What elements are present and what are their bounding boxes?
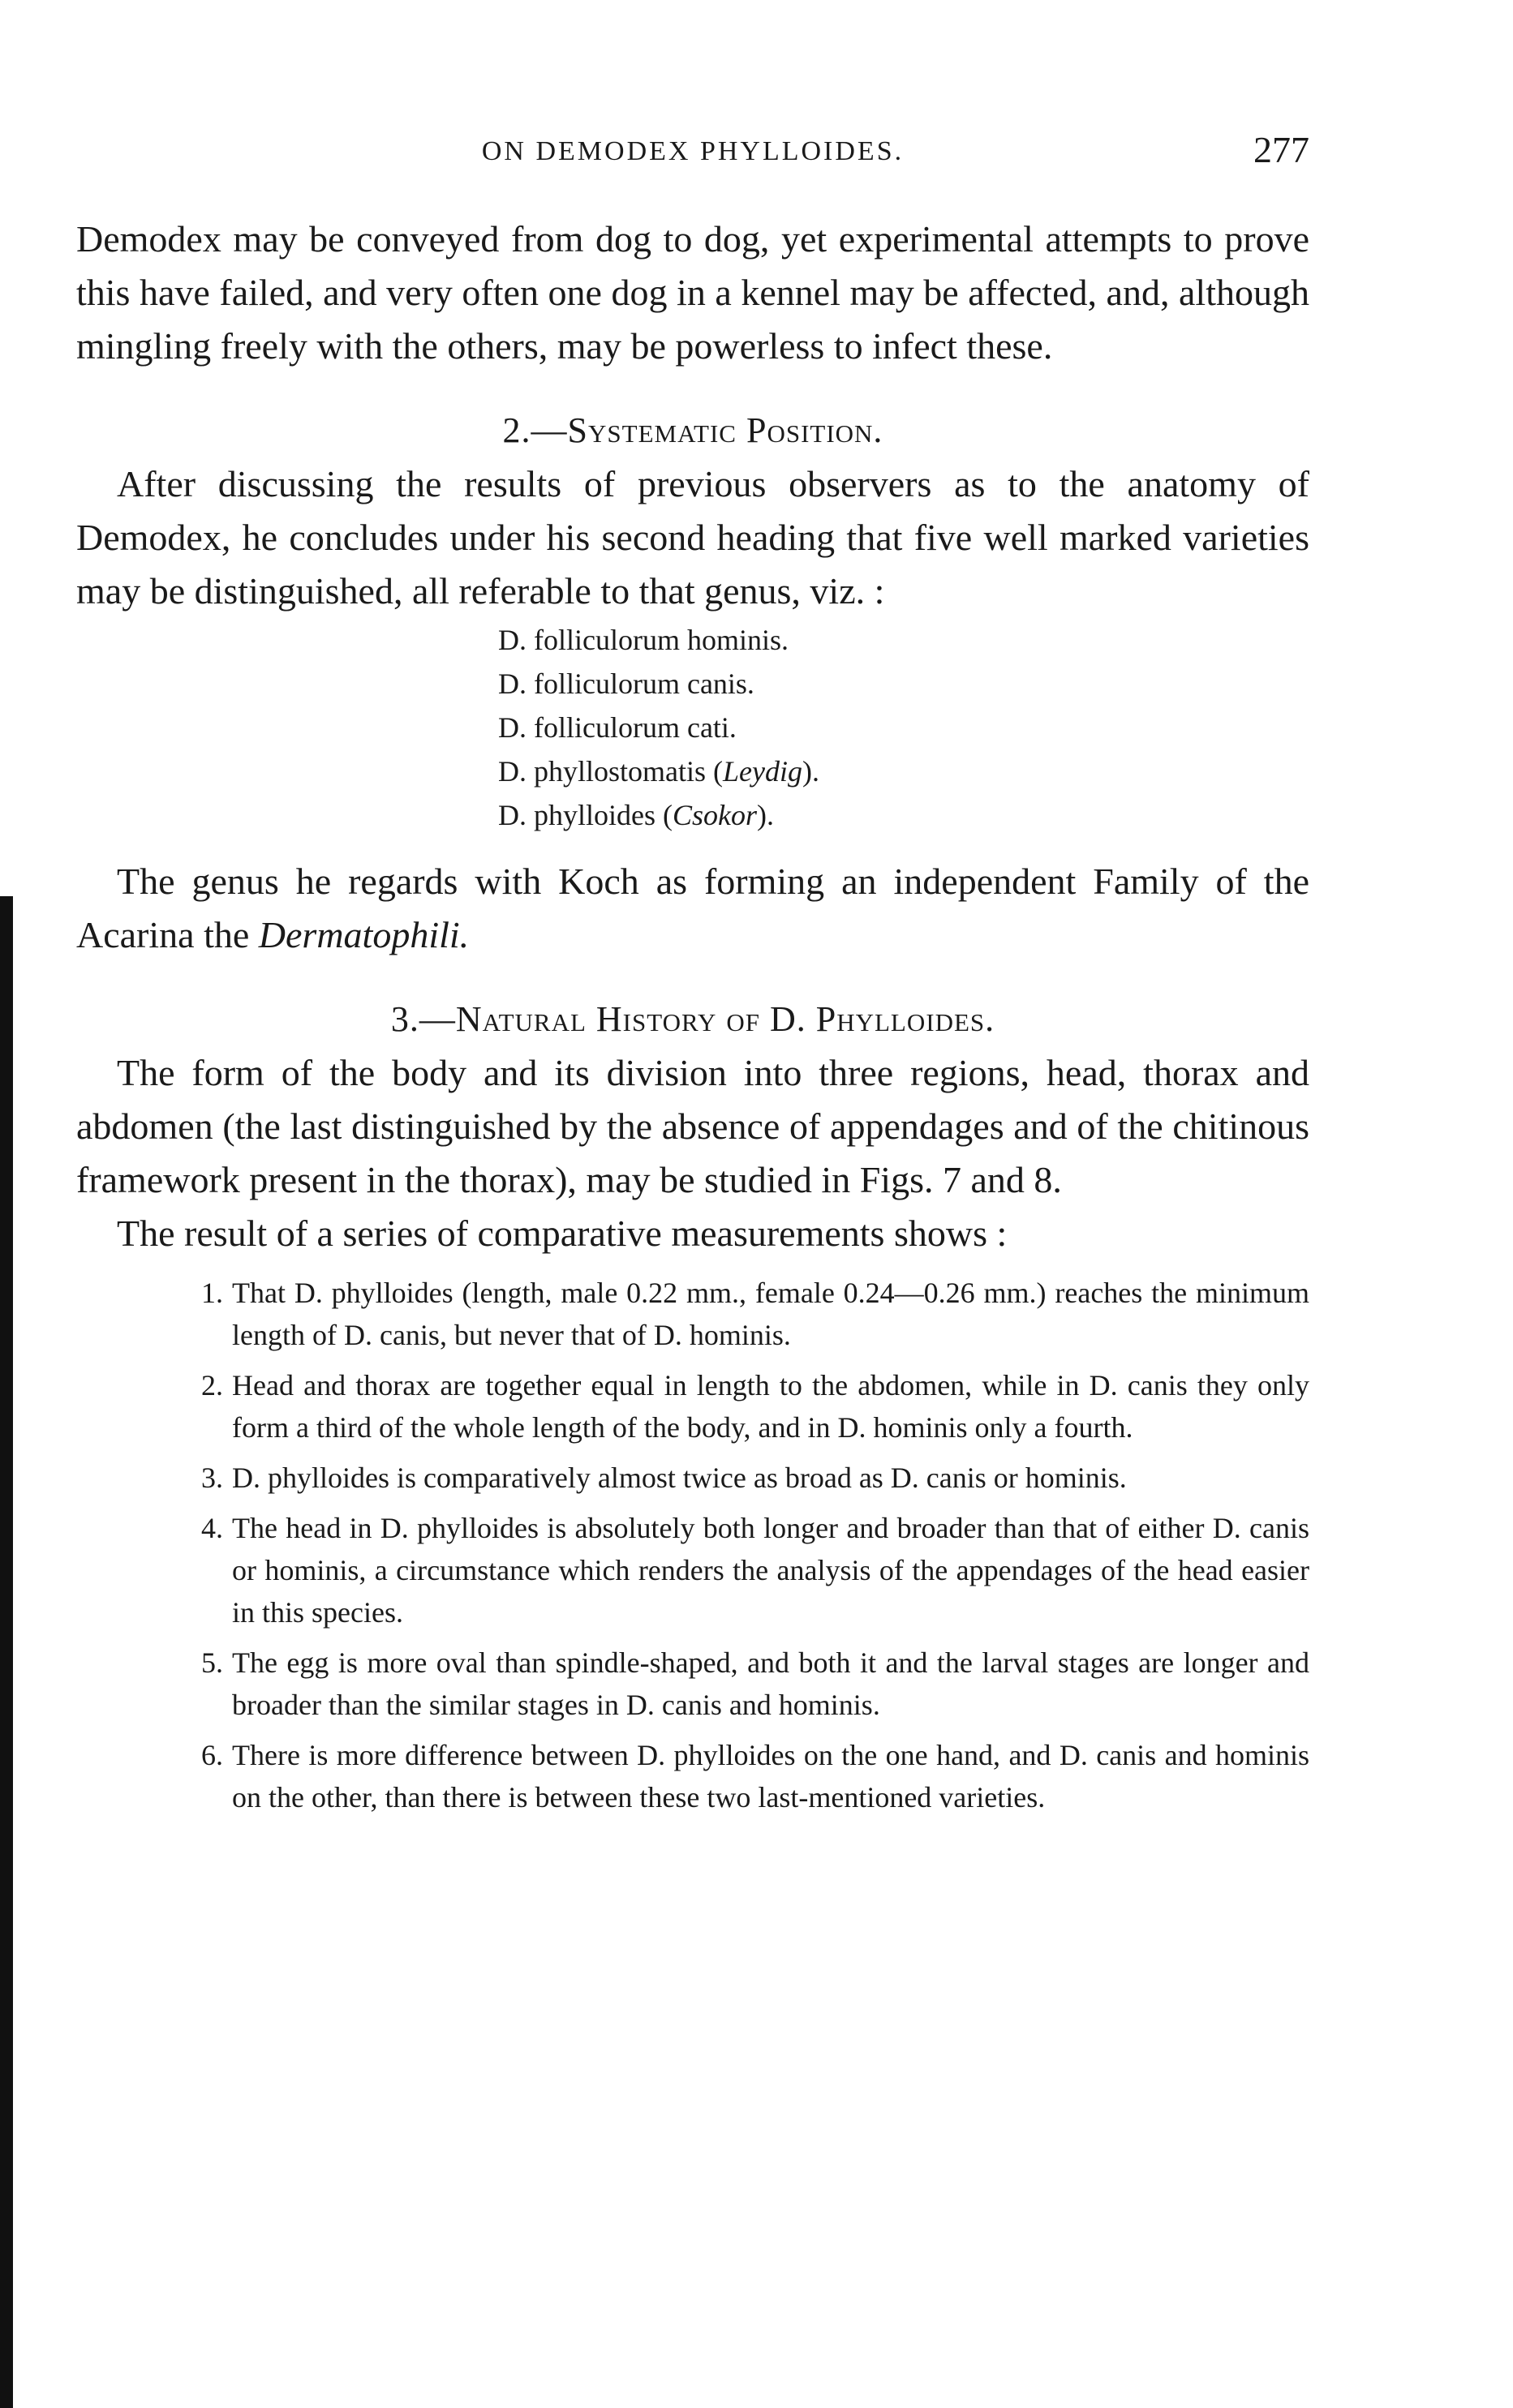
measurement-results-list xyxy=(76,1272,1309,1818)
result-item: 6. There is more difference between D. phylloides on the one hand, and D. canis and hominis on the other, than there is between these two last-mentioned varieties. xyxy=(201,1739,1309,1814)
page-body xyxy=(76,212,1309,1826)
page-header xyxy=(76,128,1309,177)
result-item: 3. D. phylloides is comparatively almost twice as broad as D. canis or hominis. xyxy=(201,1462,1127,1494)
species-item: D. folliculorum hominis. xyxy=(498,624,789,656)
result-item: 1. That D. phylloides (length, male 0.22 mm., female 0.24—0.26 mm.) reaches the minimum length of D. canis, but never that of D. hominis. xyxy=(201,1277,1309,1351)
section-heading-systematic-position: 2.—Systematic Position. xyxy=(502,410,883,450)
species-list xyxy=(76,618,1309,837)
species-item: D. folliculorum canis. xyxy=(498,667,754,700)
species-item: D. phylloides (Csokor). xyxy=(498,799,774,831)
species-item: D. phyllostomatis (Leydig). xyxy=(498,755,819,788)
running-head: ON DEMODEX PHYLLOIDES. xyxy=(481,136,905,166)
paragraph-systematic-position: After discussing the results of previous observers as to the anatomy of Demodex, he concludes under his second heading that five well marked varieties may be distinguished, all referable to that genus, viz. : xyxy=(76,463,1309,612)
species-author: Csokor xyxy=(672,799,757,831)
paragraph-continuation: Demodex may be conveyed from dog to dog, yet experimental attempts to prove this have failed, and very often one dog in a kennel may be affected, and, although mingling freely with the others, may be powerless to infect these. xyxy=(76,218,1309,367)
paragraph-body-form: The form of the body and its division into three regions, head, thorax and abdomen (the last distinguished by the absence of appendages and of the chitinous framework present in the thorax), may be studied in Figs. 7 and 8. xyxy=(76,1052,1309,1200)
paragraph-measurements-intro: The result of a series of comparative measurements shows : xyxy=(117,1213,1008,1254)
paragraph-genus: The genus he regards with Koch as forming an independent Family of the Acarina the Dermatophili. xyxy=(76,861,1309,955)
result-item: 2. Head and thorax are together equal in length to the abdomen, while in D. canis they only form a third of the whole length of the body, and in D. hominis only a fourth. xyxy=(201,1369,1309,1444)
species-item: D. folliculorum cati. xyxy=(498,711,737,744)
species-author: Leydig xyxy=(723,755,802,788)
result-item: 5. The egg is more oval than spindle-shaped, and both it and the larval stages are longer and broader than the similar stages in D. canis and hominis. xyxy=(201,1646,1309,1721)
family-name: Dermatophili. xyxy=(258,914,470,955)
page-gutter-shadow xyxy=(0,896,13,2408)
page-number: 277 xyxy=(1253,129,1309,170)
result-item: 4. The head in D. phylloides is absolutely both longer and broader than that of either D. canis or hominis, a circumstance which renders the analysis of the appendages of the head easier in this species. xyxy=(201,1512,1309,1629)
section-heading-natural-history: 3.—Natural History of D. Phylloides. xyxy=(390,999,995,1039)
